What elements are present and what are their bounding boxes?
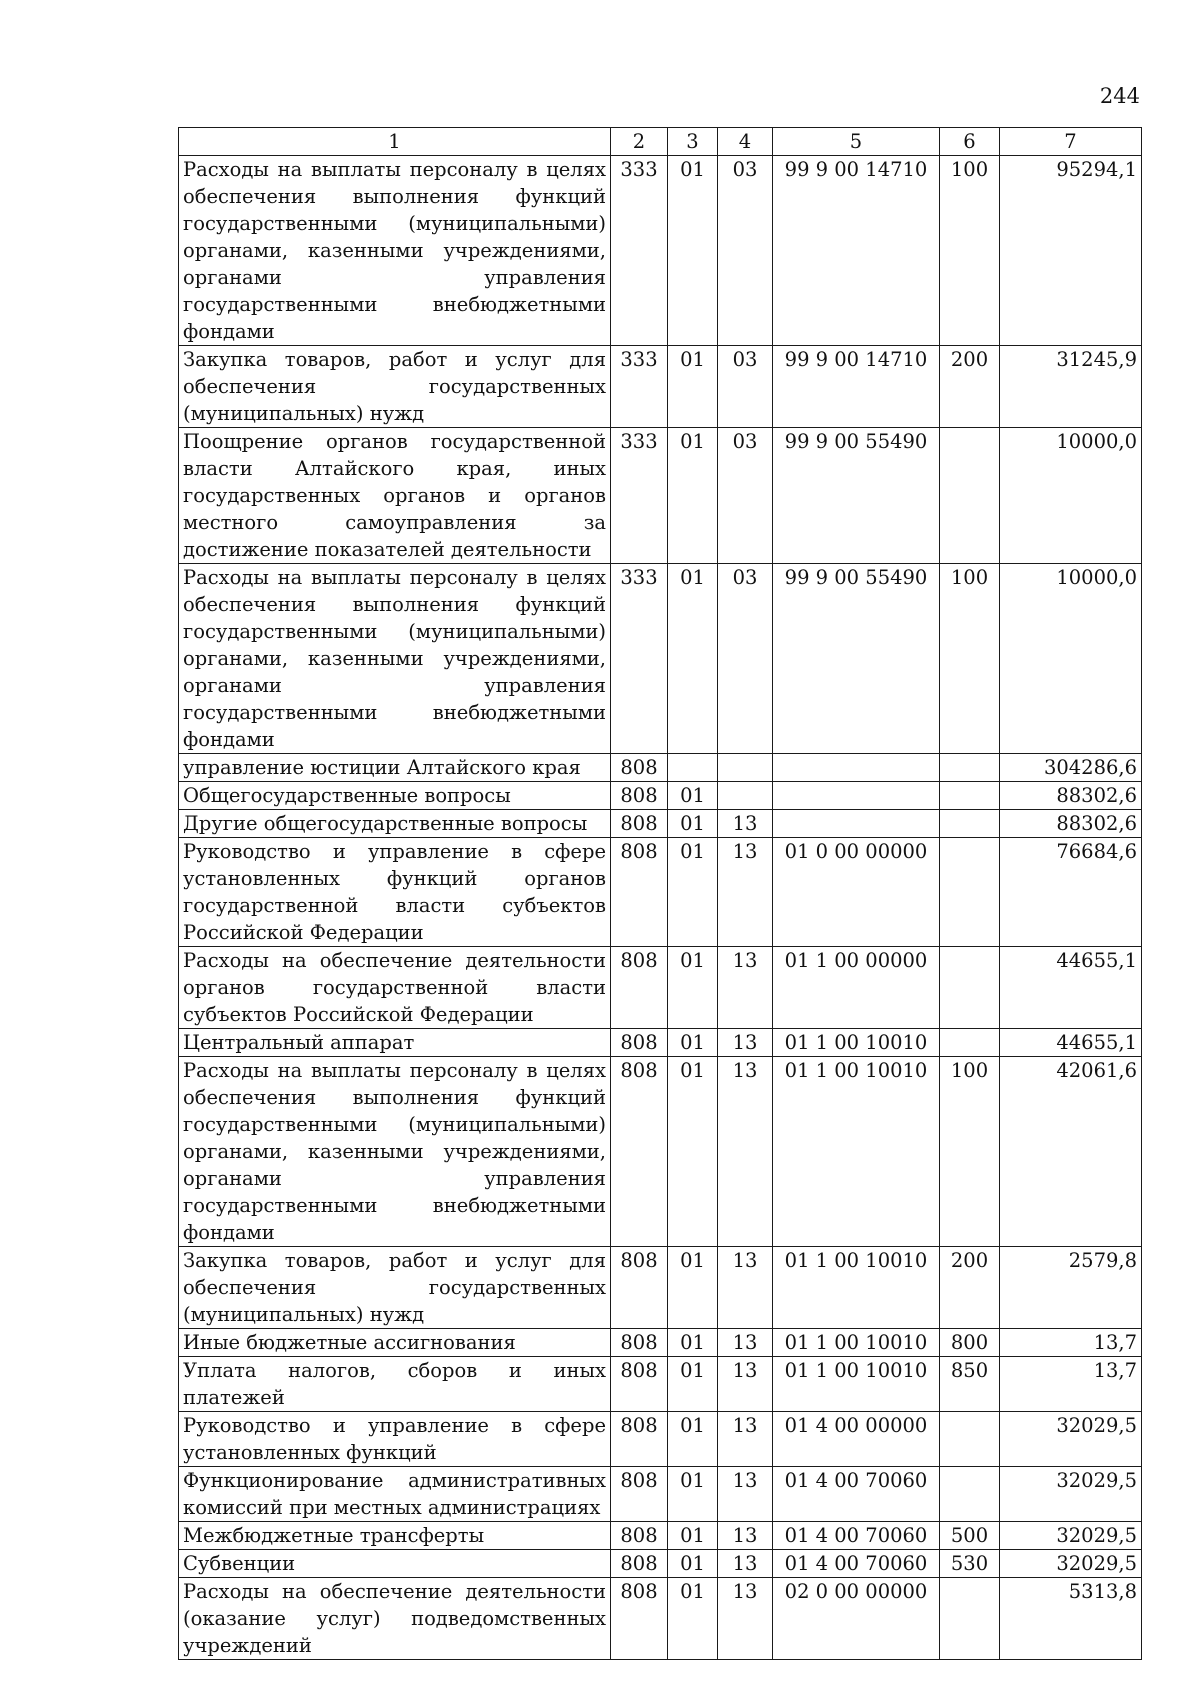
row-expense-type: 850 (940, 1357, 1000, 1412)
row-admin-code: 808 (611, 1578, 668, 1660)
row-admin-code: 808 (611, 1057, 668, 1247)
row-subsection: 03 (718, 346, 773, 428)
row-expense-type: 800 (940, 1329, 1000, 1357)
row-description: Расходы на выплаты персоналу в целях обеспечения выполнения функций государственными (муниципальными) органами, казенными учреждениями, органами управления государственными внебюджетными фондами (179, 156, 611, 346)
row-subsection: 03 (718, 156, 773, 346)
row-admin-code: 808 (611, 754, 668, 782)
row-subsection: 13 (718, 1578, 773, 1660)
table-row (179, 810, 1142, 838)
row-subsection: 13 (718, 1247, 773, 1329)
row-section: 01 (668, 1247, 718, 1329)
row-target-item: 01 1 00 10010 (773, 1029, 940, 1057)
row-subsection: 03 (718, 428, 773, 564)
table-row (179, 838, 1142, 947)
row-subsection: 03 (718, 564, 773, 754)
table-row (179, 1550, 1142, 1578)
row-subsection: 13 (718, 947, 773, 1029)
header-col-6: 6 (940, 128, 1000, 156)
table-row (179, 346, 1142, 428)
table-row (179, 1467, 1142, 1522)
row-admin-code: 808 (611, 1247, 668, 1329)
row-expense-type: 530 (940, 1550, 1000, 1578)
row-section: 01 (668, 782, 718, 810)
row-description: Функционирование административных комиссий при местных администрациях (179, 1467, 611, 1522)
row-expense-type (940, 1467, 1000, 1522)
page-number: 244 (1099, 84, 1140, 108)
row-subsection (718, 782, 773, 810)
row-section: 01 (668, 1412, 718, 1467)
table-row (179, 1522, 1142, 1550)
row-target-item: 01 4 00 70060 (773, 1550, 940, 1578)
row-section: 01 (668, 1057, 718, 1247)
row-expense-type (940, 838, 1000, 947)
row-description: Руководство и управление в сфере установленных функций органов государственной власти субъектов Российской Федерации (179, 838, 611, 947)
header-col-3: 3 (668, 128, 718, 156)
row-description: Расходы на обеспечение деятельности органов государственной власти субъектов Российской Федерации (179, 947, 611, 1029)
row-target-item (773, 754, 940, 782)
row-amount: 2579,8 (1000, 1247, 1142, 1329)
row-admin-code: 808 (611, 947, 668, 1029)
table-row (179, 1029, 1142, 1057)
row-target-item: 01 1 00 10010 (773, 1247, 940, 1329)
row-description: Уплата налогов, сборов и иных платежей (179, 1357, 611, 1412)
row-amount: 10000,0 (1000, 564, 1142, 754)
row-target-item: 01 4 00 70060 (773, 1522, 940, 1550)
row-amount: 88302,6 (1000, 810, 1142, 838)
row-description: Другие общегосударственные вопросы (179, 810, 611, 838)
row-section: 01 (668, 1550, 718, 1578)
row-admin-code: 333 (611, 156, 668, 346)
table-row (179, 564, 1142, 754)
table-header (179, 128, 1142, 156)
row-section: 01 (668, 838, 718, 947)
row-target-item: 01 4 00 00000 (773, 1412, 940, 1467)
row-section: 01 (668, 1329, 718, 1357)
row-description: Центральный аппарат (179, 1029, 611, 1057)
header-row (179, 128, 1142, 156)
row-admin-code: 808 (611, 1412, 668, 1467)
table-row (179, 947, 1142, 1029)
table-row (179, 1329, 1142, 1357)
row-expense-type: 200 (940, 346, 1000, 428)
row-target-item: 99 9 00 14710 (773, 346, 940, 428)
row-amount: 95294,1 (1000, 156, 1142, 346)
header-col-1: 1 (179, 128, 611, 156)
table-row (179, 428, 1142, 564)
row-section: 01 (668, 156, 718, 346)
row-admin-code: 808 (611, 810, 668, 838)
row-target-item: 01 1 00 10010 (773, 1057, 940, 1247)
row-amount: 32029,5 (1000, 1467, 1142, 1522)
row-expense-type (940, 754, 1000, 782)
table-body (179, 156, 1142, 1660)
row-amount: 10000,0 (1000, 428, 1142, 564)
row-subsection: 13 (718, 838, 773, 947)
row-admin-code: 333 (611, 346, 668, 428)
row-section (668, 754, 718, 782)
row-target-item: 01 4 00 70060 (773, 1467, 940, 1522)
row-target-item: 01 0 00 00000 (773, 838, 940, 947)
row-expense-type (940, 810, 1000, 838)
row-amount: 42061,6 (1000, 1057, 1142, 1247)
row-admin-code: 808 (611, 1467, 668, 1522)
row-section: 01 (668, 1029, 718, 1057)
table-row (179, 1412, 1142, 1467)
row-admin-code: 808 (611, 1329, 668, 1357)
row-section: 01 (668, 1467, 718, 1522)
row-amount: 32029,5 (1000, 1550, 1142, 1578)
row-expense-type (940, 947, 1000, 1029)
row-subsection: 13 (718, 1467, 773, 1522)
row-admin-code: 808 (611, 838, 668, 947)
row-subsection: 13 (718, 1057, 773, 1247)
row-subsection: 13 (718, 1329, 773, 1357)
table-row (179, 156, 1142, 346)
row-subsection: 13 (718, 1029, 773, 1057)
row-description: Поощрение органов государственной власти Алтайского края, иных государственных органов и органов местного самоуправления за достижение показателей деятельности (179, 428, 611, 564)
row-admin-code: 808 (611, 1029, 668, 1057)
row-amount: 88302,6 (1000, 782, 1142, 810)
row-section: 01 (668, 1357, 718, 1412)
row-description: Общегосударственные вопросы (179, 782, 611, 810)
row-expense-type (940, 1578, 1000, 1660)
row-target-item (773, 782, 940, 810)
row-amount: 32029,5 (1000, 1412, 1142, 1467)
row-description: Руководство и управление в сфере установленных функций (179, 1412, 611, 1467)
row-description: Расходы на выплаты персоналу в целях обеспечения выполнения функций государственными (муниципальными) органами, казенными учреждениями, органами управления государственными внебюджетными фондами (179, 564, 611, 754)
row-description: Расходы на выплаты персоналу в целях обеспечения выполнения функций государственными (муниципальными) органами, казенными учреждениями, органами управления государственными внебюджетными фондами (179, 1057, 611, 1247)
row-amount: 32029,5 (1000, 1522, 1142, 1550)
row-section: 01 (668, 428, 718, 564)
row-target-item: 02 0 00 00000 (773, 1578, 940, 1660)
header-col-2: 2 (611, 128, 668, 156)
row-description: Закупка товаров, работ и услуг для обеспечения государственных (муниципальных) нужд (179, 346, 611, 428)
row-section: 01 (668, 346, 718, 428)
row-target-item: 99 9 00 14710 (773, 156, 940, 346)
row-amount: 76684,6 (1000, 838, 1142, 947)
table-row (179, 1247, 1142, 1329)
row-description: Иные бюджетные ассигнования (179, 1329, 611, 1357)
row-section: 01 (668, 1522, 718, 1550)
row-subsection: 13 (718, 1357, 773, 1412)
row-description: Межбюджетные трансферты (179, 1522, 611, 1550)
row-amount: 44655,1 (1000, 947, 1142, 1029)
row-target-item (773, 810, 940, 838)
row-subsection: 13 (718, 1522, 773, 1550)
row-expense-type (940, 1029, 1000, 1057)
table-row (179, 1057, 1142, 1247)
row-amount: 13,7 (1000, 1329, 1142, 1357)
budget-table (178, 127, 1142, 1660)
row-expense-type (940, 428, 1000, 564)
row-subsection: 13 (718, 1550, 773, 1578)
row-section: 01 (668, 810, 718, 838)
row-admin-code: 808 (611, 1550, 668, 1578)
row-target-item: 01 1 00 10010 (773, 1329, 940, 1357)
row-admin-code: 808 (611, 1357, 668, 1412)
header-col-4: 4 (718, 128, 773, 156)
row-amount: 304286,6 (1000, 754, 1142, 782)
row-admin-code: 333 (611, 564, 668, 754)
row-admin-code: 333 (611, 428, 668, 564)
row-section: 01 (668, 1578, 718, 1660)
row-expense-type: 100 (940, 1057, 1000, 1247)
table-row (179, 1357, 1142, 1412)
row-expense-type: 200 (940, 1247, 1000, 1329)
row-description: управление юстиции Алтайского края (179, 754, 611, 782)
row-expense-type (940, 1412, 1000, 1467)
row-target-item: 01 1 00 10010 (773, 1357, 940, 1412)
row-target-item: 01 1 00 00000 (773, 947, 940, 1029)
row-target-item: 99 9 00 55490 (773, 564, 940, 754)
row-expense-type (940, 782, 1000, 810)
table-row (179, 1578, 1142, 1660)
row-description: Расходы на обеспечение деятельности (оказание услуг) подведомственных учреждений (179, 1578, 611, 1660)
table-row (179, 754, 1142, 782)
row-amount: 31245,9 (1000, 346, 1142, 428)
row-target-item: 99 9 00 55490 (773, 428, 940, 564)
table-row (179, 782, 1142, 810)
row-admin-code: 808 (611, 782, 668, 810)
row-expense-type: 100 (940, 564, 1000, 754)
row-expense-type: 500 (940, 1522, 1000, 1550)
row-amount: 13,7 (1000, 1357, 1142, 1412)
row-admin-code: 808 (611, 1522, 668, 1550)
row-section: 01 (668, 564, 718, 754)
row-subsection: 13 (718, 810, 773, 838)
row-expense-type: 100 (940, 156, 1000, 346)
row-description: Закупка товаров, работ и услуг для обеспечения государственных (муниципальных) нужд (179, 1247, 611, 1329)
row-amount: 5313,8 (1000, 1578, 1142, 1660)
row-subsection (718, 754, 773, 782)
row-subsection: 13 (718, 1412, 773, 1467)
row-amount: 44655,1 (1000, 1029, 1142, 1057)
row-description: Субвенции (179, 1550, 611, 1578)
row-section: 01 (668, 947, 718, 1029)
header-col-7: 7 (1000, 128, 1142, 156)
header-col-5: 5 (773, 128, 940, 156)
